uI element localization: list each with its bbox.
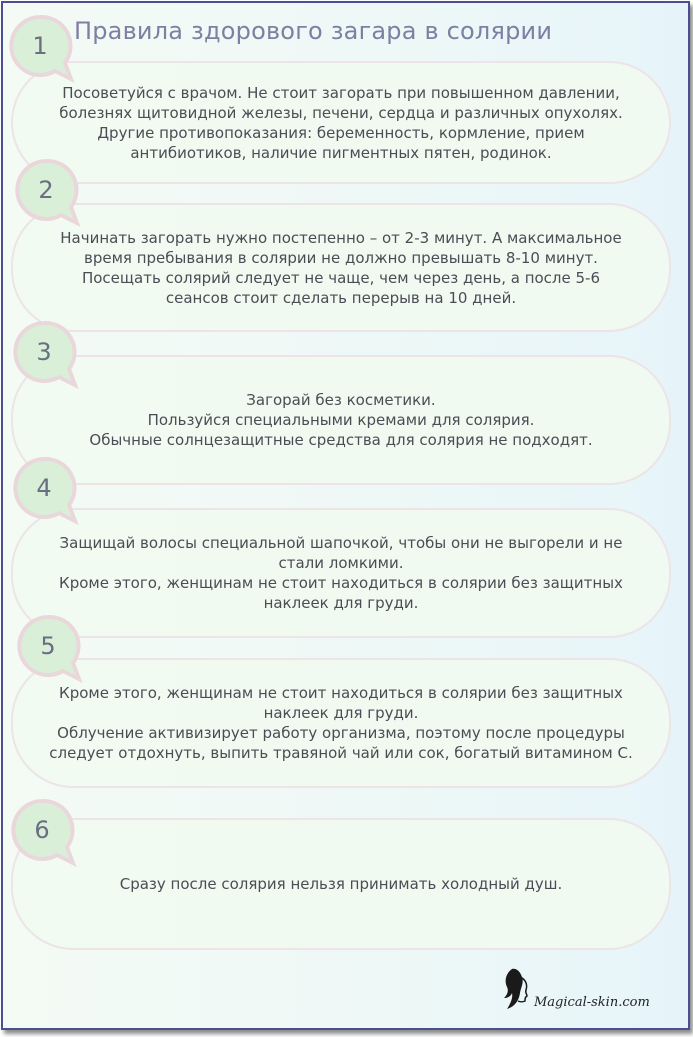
rule-line: Обычные солнцезащитные средства для солярия не подходят. — [89, 431, 593, 449]
rule-card-4 — [11, 508, 671, 638]
rule-number-badge-1 — [9, 15, 71, 77]
rule-card-5 — [11, 658, 671, 788]
rule-number-badge-4 — [13, 457, 75, 519]
rule-line: наклеек для груди. — [263, 704, 419, 722]
rule-number: 4 — [36, 474, 52, 502]
rule-line: Кроме этого, женщинам не стоит находиться в солярии без защитных — [59, 684, 623, 702]
rule-card-6 — [11, 818, 671, 950]
site-logo — [498, 965, 678, 1015]
rule-card-2 — [11, 203, 671, 332]
rule-number: 2 — [38, 176, 54, 204]
rule-text — [39, 83, 643, 163]
rule-line: Другие противопоказания: беременность, кормление, прием — [97, 123, 585, 142]
logo-text: Magical-skin.com — [534, 995, 650, 1010]
woman-silhouette-icon — [498, 965, 538, 1015]
rule-line: Пользуйся специальными кремами для солярия. — [147, 411, 535, 429]
rule-number: 1 — [32, 32, 48, 60]
rule-line: антибиотиков, наличие пигментных пятен, родинок. — [130, 143, 552, 162]
rule-line: стали ломкими. — [278, 554, 404, 572]
infographic-frame — [1, 1, 690, 1030]
rule-line: болезнях щитовидной железы, печени, сердца и различных опухолях. — [59, 103, 623, 122]
rule-number: 5 — [40, 632, 56, 660]
rule-line: Облучение активизирует работу организма, поэтому после процедуры — [57, 724, 625, 742]
rule-text — [69, 390, 612, 450]
rule-card-1 — [11, 61, 671, 184]
rule-line: Защищай волосы специальной шапочкой, чтобы они не выгорели и не — [59, 534, 623, 552]
rule-line: Посоветуйся с врачом. Не стоит загорать при повышенном давлении, — [62, 83, 620, 102]
rule-number: 6 — [34, 816, 50, 844]
rule-number-badge-6 — [11, 799, 73, 861]
rule-text — [39, 533, 643, 613]
page-title: Правила здорового загара в солярии — [74, 17, 553, 45]
rule-line: следует отдохнуть, выпить травяной чай или сок, богатый витамином С. — [49, 744, 633, 762]
rule-line: наклеек для груди. — [263, 594, 419, 612]
rule-number-badge-3 — [13, 321, 75, 383]
rule-card-3 — [11, 355, 671, 485]
rule-number-badge-5 — [17, 615, 79, 677]
rule-text — [29, 683, 653, 763]
rule-line: Загорай без косметики. — [246, 391, 436, 409]
rule-line: Кроме этого, женщинам не стоит находиться в солярии без защитных — [59, 574, 623, 592]
rule-line: сеансов стоит сделать перерыв на 10 дней. — [165, 288, 517, 307]
rule-line: Посещать солярий следует не чаще, чем через день, а после 5-6 — [81, 268, 601, 287]
rule-number: 3 — [36, 338, 52, 366]
rule-text — [100, 874, 583, 894]
rule-line: время пребывания в солярии не должно превышать 8-10 минут. — [84, 248, 598, 267]
rule-text — [40, 228, 641, 308]
rule-line: Сразу после солярия нельзя принимать холодный душ. — [119, 875, 563, 893]
rule-number-badge-2 — [15, 159, 77, 221]
rule-line: Начинать загорать нужно постепенно – от 2-3 минут. А максимальное — [60, 228, 622, 247]
